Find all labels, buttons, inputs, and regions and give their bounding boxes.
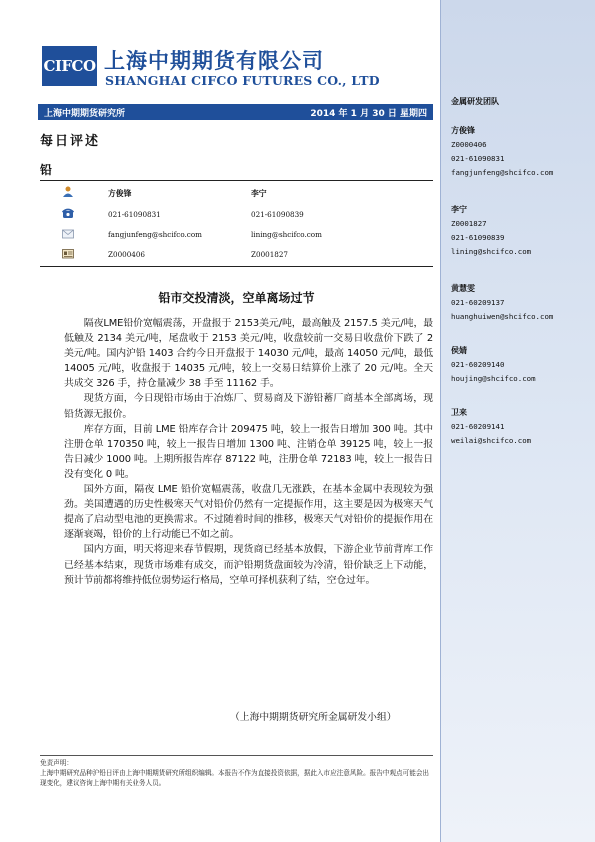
contact-phone: 021-61090839 [251, 210, 304, 219]
member-phone: 021-60209140 [451, 360, 505, 369]
article-headline: 铅市交投清淡，空单离场过节 [158, 291, 315, 305]
header-banner [38, 104, 433, 120]
contact-id: Z0001827 [251, 250, 289, 259]
member-email[interactable]: fangjunfeng@shcifco.com [451, 168, 554, 177]
sidebar-member [451, 282, 553, 324]
disclaimer-title: 免责声明： [40, 759, 73, 767]
member-phone: 021-61090831 [451, 154, 505, 163]
contact-name: 李宁 [251, 189, 267, 198]
member-id: Z0001827 [451, 219, 487, 228]
company-name-cn: 上海中期期货有限公司 [104, 49, 324, 73]
contact-id: Z0000406 [108, 250, 146, 259]
member-email[interactable]: weilai@shcifco.com [451, 436, 532, 445]
member-phone: 021-61090839 [451, 233, 505, 242]
member-name: 李宁 [451, 205, 467, 214]
metal-label: 铅 [40, 163, 53, 177]
phone-icon [62, 208, 74, 219]
institute-name: 上海中期期货研究所 [44, 108, 126, 119]
report-date: 2014 年 1 月 30 日 星期四 [310, 108, 427, 119]
contact-row-emails [62, 226, 442, 246]
member-email[interactable]: lining@shcifco.com [451, 247, 532, 256]
report-type: 每日评述 [40, 134, 101, 149]
member-email[interactable]: houjing@shcifco.com [451, 374, 536, 383]
article-paragraph: 库存方面，目前 LME 铅库存合计 209475 吨，较上一报告日增加 300 吨。其中注册仓单 170350 吨，较上一报告日增加 1300 吨、注销仓单 39125 吨，较上一报告日减少 1000 吨。上期所报告库存 87122 吨，注册仓单 72183 吨，较上一报告日没有变化 0 吨。 [64, 423, 433, 480]
member-email[interactable]: huanghuiwen@shcifco.com [451, 312, 554, 321]
research-team-sidebar [440, 0, 595, 842]
article-signature: （上海中期期货研究所金属研发小组） [230, 712, 397, 723]
section-divider [40, 180, 433, 181]
sidebar-title: 金属研发团队 [451, 97, 499, 106]
article-paragraph: 隔夜LME铅价宽幅震荡，开盘报于 2153美元/吨，最高触及 2157.5 美元/吨，最低触及 2134 美元/吨，尾盘收于 2153 美元/吨，收盘较前一交易日收盘价下跌了 2 美元/吨。国内沪铅 1403 合约今日开盘报于 14030 元/吨，最高 14050 元/吨，最低 14005 元/吨，收盘报于 14035 元/吨，较上一交易日结算价上涨了 20 元/吨。全天共成交 326 手，持仓量减少 38 手至 11162 手。 [64, 318, 433, 390]
company-logo: CIFCO [42, 46, 97, 86]
person-icon [62, 186, 74, 197]
article-paragraph: 国外方面，隔夜 LME 铅价宽幅震荡，收盘几无涨跌，在基本金属中表现较为强劲。美国遭遇的历史性极寒天气对铅价仍然有一定提振作用，这主要是因为极寒天气提高了启动型电池的更换需求。不过随着时间的推移，极寒天气对铅价的提振作用在逐渐衰竭，铅价的上行动能已不如之前。 [64, 484, 433, 541]
member-name: 侯婧 [451, 346, 467, 355]
disclaimer-text: 上海中期研究品种沪铅日评由上海中期期货研究所组织编辑。本报告不作为直接投资依据，据此入市应注意风险。报告中观点可能会出现变化，建议咨询上海中期有关业务人员。 [40, 768, 430, 787]
article-body [64, 316, 433, 588]
contact-email[interactable]: fangjunfeng@shcifco.com [108, 230, 202, 239]
contact-row-phones [62, 206, 442, 226]
article-paragraph: 国内方面，明天将迎来春节假期，现货商已经基本放假，下游企业节前背库工作已经基本结束，现货市场难有成交，而沪铅期货盘面较为冷清，铅价缺乏上下动能，预计节前都将维持低位弱势运行格局，空单可择机获利了结，空仓过年。 [64, 544, 433, 586]
footer-divider [40, 755, 433, 756]
sidebar-member [451, 124, 553, 180]
contact-name: 方俊锋 [108, 189, 132, 198]
disclaimer [40, 759, 433, 788]
sidebar-member [451, 406, 531, 448]
sidebar-member [451, 344, 536, 386]
member-name: 方俊锋 [451, 126, 475, 135]
contact-row-ids [62, 246, 442, 266]
company-name-en: SHANGHAI CIFCO FUTURES CO., LTD [105, 73, 380, 88]
contact-row-names [62, 184, 442, 204]
member-phone: 021-60209141 [451, 422, 505, 431]
member-name: 卫来 [451, 408, 467, 417]
contact-email[interactable]: lining@shcifco.com [251, 230, 322, 239]
contact-table-divider [40, 266, 433, 267]
sidebar-member [451, 203, 531, 259]
email-icon [62, 228, 74, 239]
id-card-icon [62, 248, 74, 259]
member-name: 黄慧雯 [451, 284, 475, 293]
member-phone: 021-60209137 [451, 298, 505, 307]
member-id: Z0000406 [451, 140, 487, 149]
contact-phone: 021-61090831 [108, 210, 161, 219]
article-paragraph: 现货方面，今日现铅市场由于冶炼厂、贸易商及下游铅蓄厂商基本全部离场，现铅货源无报价。 [64, 393, 433, 420]
